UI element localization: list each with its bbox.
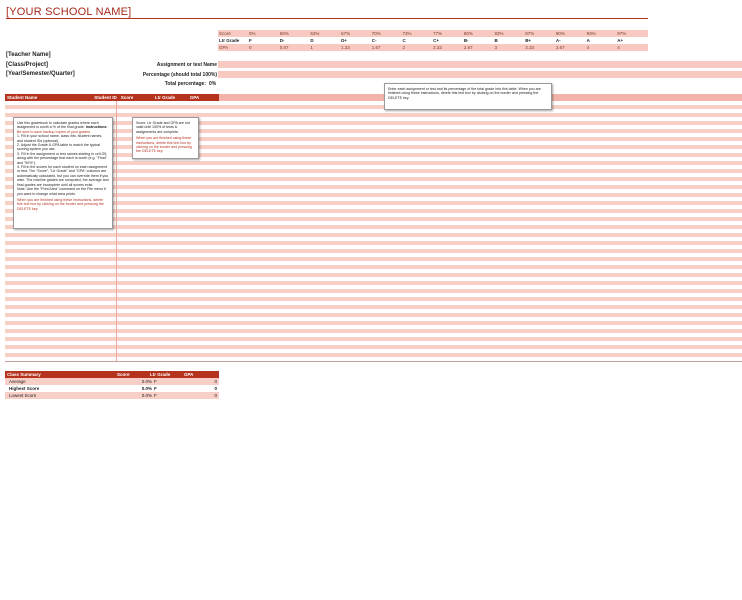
summary-ltr: F xyxy=(154,393,157,398)
school-name[interactable]: [YOUR SCHOOL NAME] xyxy=(6,6,132,18)
score-validity-text: Score, Ltr Grade and GPA are not valid until 100% of tests & assignments are complete. xyxy=(136,121,190,134)
scale-score-cell[interactable]: 0% xyxy=(249,31,256,36)
scale-letter-row xyxy=(218,37,648,44)
summary-header-title: Class Summary xyxy=(7,372,41,377)
scale-letter-label: Ltr Grade xyxy=(219,38,240,43)
scale-letter-cell[interactable]: C- xyxy=(371,38,377,43)
summary-label: Lowest Score xyxy=(9,393,37,398)
assignment-instructions-textbox[interactable] xyxy=(384,83,552,110)
instructions-step-3: 3. Fill in the assignment or test names starting in cell G5, along with the percentage that each is worth (e.g. "Final" and "50%"). xyxy=(17,151,108,165)
summary-score: 0.0% xyxy=(141,393,152,398)
summary-header-ltr: Ltr Grade xyxy=(150,372,171,377)
instructions-backup-note: Be sure to save backup copies of your grades. xyxy=(17,129,91,134)
scale-gpa-cell[interactable]: 2.33 xyxy=(433,45,442,50)
scale-gpa-cell[interactable]: 2 xyxy=(402,45,405,50)
percentage-label: Percentage (should total 100%) xyxy=(142,72,217,78)
instructions-step-2: 2. Adjust the Grade & GPA table to match the typical scoring system you use. xyxy=(17,143,101,152)
scale-letter-cell[interactable]: D+ xyxy=(341,38,347,43)
scale-score-row xyxy=(218,30,648,37)
percentage-input-row[interactable] xyxy=(218,71,742,78)
summary-row-average xyxy=(5,378,219,385)
summary-header-score: Score xyxy=(117,372,130,377)
instructions-delete-hint: When you are finished using these instructions, delete this text box by clicking on the border and pressing the DELETE key. xyxy=(17,197,104,211)
instructions-heading: Instructions: xyxy=(85,125,108,130)
scale-score-label: Score xyxy=(219,31,231,36)
scale-gpa-cell[interactable]: 4 xyxy=(586,45,590,50)
header-gpa: GPA xyxy=(189,95,200,100)
scale-score-cell[interactable]: 60% xyxy=(279,31,289,36)
header-ltr-grade: Ltr Grade xyxy=(154,95,176,100)
class-project[interactable]: [Class/Project] xyxy=(6,62,49,68)
summary-row-highest xyxy=(5,385,219,392)
assignment-name-label: Assignment or test Name xyxy=(156,62,217,68)
scale-letter-cell[interactable]: C+ xyxy=(433,38,440,43)
scale-score-cell[interactable]: 93% xyxy=(586,31,596,36)
summary-ltr: F xyxy=(154,386,157,391)
scale-score-cell[interactable]: 80% xyxy=(463,31,473,36)
score-validity-delete-hint: When you are finished using these instructions, delete this text box by clicking on the border and pressing the DELETE key. xyxy=(136,136,192,154)
scale-letter-cell[interactable]: A+ xyxy=(617,38,624,43)
scale-score-cell[interactable]: 83% xyxy=(494,31,504,36)
assignment-instructions-text: Enter each assignment or test and its percentage of the total grade into this table. When you are finished using these instructions, delete this text box by clicking on the border and pressing the DELETE key. xyxy=(388,87,541,100)
grading-scale-table xyxy=(218,30,648,51)
scale-gpa-cell[interactable]: 0.67 xyxy=(279,45,289,50)
summary-gpa: 0 xyxy=(214,379,217,384)
scale-score-cell[interactable]: 77% xyxy=(433,31,443,36)
summary-label: Average xyxy=(9,379,26,384)
scale-gpa-row xyxy=(218,44,648,51)
summary-header-gpa: GPA xyxy=(184,372,194,377)
scale-letter-cell[interactable]: D xyxy=(310,38,314,43)
class-summary-header xyxy=(5,371,219,378)
scale-letter-cell[interactable]: C xyxy=(402,38,406,43)
summary-gpa: 0 xyxy=(214,386,217,391)
scale-gpa-cell[interactable]: 4 xyxy=(617,45,620,50)
scale-letter-cell[interactable]: F xyxy=(249,38,252,43)
scale-gpa-label: GPA xyxy=(219,45,229,50)
scale-gpa-cell[interactable]: 1.33 xyxy=(341,45,350,50)
total-percentage-label: Total percentage: xyxy=(164,81,206,87)
scale-score-cell[interactable]: 97% xyxy=(617,31,627,36)
scale-letter-cell[interactable]: B+ xyxy=(525,38,532,43)
instructions-step-1: 1. Fill in your school name, class info, student names, and student IDs (optional). xyxy=(17,134,103,143)
scale-score-cell[interactable]: 87% xyxy=(525,31,535,36)
scale-letter-cell[interactable]: B xyxy=(494,38,498,43)
instructions-note: Note: Use the "Print Area" command on the File menu if you want to change what area prints. xyxy=(17,187,106,196)
summary-ltr: F xyxy=(154,379,157,384)
header-score: Score xyxy=(120,95,134,100)
summary-score: 0.0% xyxy=(141,379,152,384)
scale-gpa-cell[interactable]: 0 xyxy=(249,45,252,50)
header-student-id: Student ID xyxy=(94,95,117,100)
table-bottom-border xyxy=(5,361,742,362)
scale-gpa-cell[interactable]: 2.67 xyxy=(463,45,473,50)
column-divider xyxy=(116,101,117,361)
scale-score-cell[interactable]: 67% xyxy=(341,31,351,36)
total-percentage-value: 0% xyxy=(209,81,217,87)
scale-gpa-cell[interactable]: 3.33 xyxy=(525,45,534,50)
title-underline xyxy=(6,18,648,19)
scale-letter-cell[interactable]: D- xyxy=(279,38,285,43)
instructions-textbox[interactable] xyxy=(13,117,113,229)
scale-letter-cell[interactable]: A- xyxy=(555,38,561,43)
scale-letter-cell[interactable]: A xyxy=(586,38,590,43)
scale-score-cell[interactable]: 90% xyxy=(555,31,565,36)
student-table-header xyxy=(5,94,219,101)
scale-score-cell[interactable]: 73% xyxy=(402,31,412,36)
summary-label: Highest Score xyxy=(9,386,40,391)
scale-letter-cell[interactable]: B- xyxy=(463,38,469,43)
scale-gpa-cell[interactable]: 1 xyxy=(310,45,313,50)
teacher-name[interactable]: [Teacher Name] xyxy=(6,52,51,58)
assignment-name-input-row[interactable] xyxy=(218,61,742,68)
summary-score: 0.0% xyxy=(141,386,152,391)
summary-row-lowest xyxy=(5,392,219,399)
scale-score-cell[interactable]: 70% xyxy=(371,31,381,36)
scale-gpa-cell[interactable]: 3.67 xyxy=(555,45,565,50)
header-student-name: Student Name xyxy=(7,95,38,100)
instructions-step-4: 4. Fill in the scores for each student on each assignment or test. The "Score", "Ltr Grade" and "GPA" columns are automatically calculated, but you can override them if you wish. The row/line grades are computed, the average and final grades are incomplete until all scores exist. xyxy=(17,165,109,187)
score-validity-textbox[interactable] xyxy=(132,117,199,159)
scale-score-cell[interactable]: 63% xyxy=(310,31,320,36)
summary-gpa: 0 xyxy=(214,393,217,398)
scale-gpa-cell[interactable]: 3 xyxy=(494,45,498,50)
instructions-intro: Use this gradebook to calculate grades where each assignment is worth a % of the final grade. xyxy=(17,121,99,130)
year-semester-quarter[interactable]: [Year/Semester/Quarter] xyxy=(6,71,75,77)
scale-gpa-cell[interactable]: 1.67 xyxy=(371,45,381,50)
